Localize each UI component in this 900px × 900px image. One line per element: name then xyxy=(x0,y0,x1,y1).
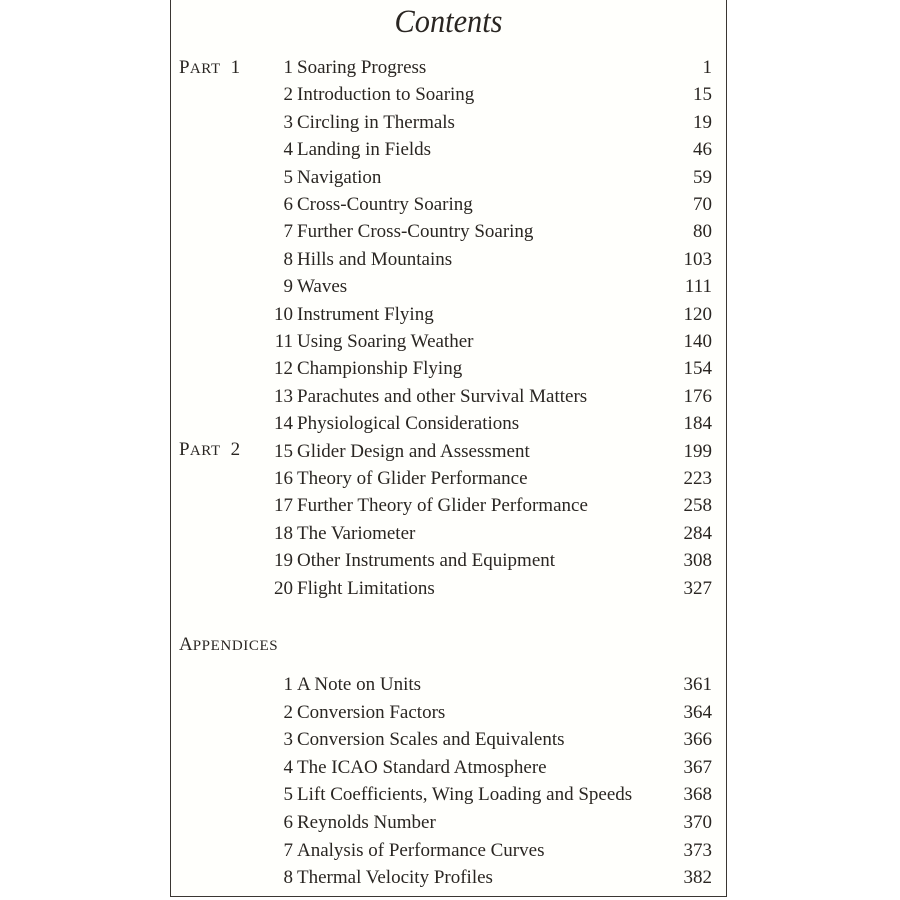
appendix-title: Conversion Scales and Equivalents xyxy=(297,729,565,751)
appendix-entry xyxy=(171,838,726,864)
toc-entry xyxy=(171,439,726,465)
toc-entry xyxy=(171,548,726,574)
appendix-entry xyxy=(171,700,726,726)
toc-entry xyxy=(171,493,726,519)
chapter-title: Theory of Glider Performance xyxy=(297,468,528,489)
page-number: 368 xyxy=(683,784,712,806)
toc-entry xyxy=(171,82,726,108)
page-number: 258 xyxy=(683,495,712,517)
page-number: 327 xyxy=(683,577,712,599)
chapter-title: Glider Design and Assessment xyxy=(297,440,530,462)
toc-entry xyxy=(171,356,726,382)
page-number: 70 xyxy=(693,194,712,215)
page-number: 19 xyxy=(693,111,712,133)
page-number: 223 xyxy=(683,468,712,489)
chapter-number: 8 xyxy=(283,248,293,270)
toc-entry xyxy=(171,302,726,328)
chapter-title: Waves xyxy=(297,276,348,298)
chapter-title: The Variometer xyxy=(297,522,416,544)
chapter-title: Soaring Progress xyxy=(297,57,427,78)
chapter-title: Using Soaring Weather xyxy=(297,331,474,352)
chapter-number: 19 xyxy=(274,550,293,572)
toc-entry xyxy=(171,55,726,81)
appendix-entry xyxy=(171,865,726,891)
part-1-label: PART 1 xyxy=(179,57,241,78)
chapter-number: 5 xyxy=(283,166,293,188)
toc-entry xyxy=(171,411,726,437)
chapter-number: 18 xyxy=(274,522,293,544)
appendix-title: Lift Coefficients, Wing Loading and Speeds xyxy=(297,784,633,806)
page-number: 370 xyxy=(683,812,712,833)
toc-entry xyxy=(171,329,726,355)
page-number: 361 xyxy=(683,674,712,695)
appendix-number: 7 xyxy=(283,839,293,861)
chapter-number: 15 xyxy=(274,440,293,462)
appendix-number: 1 xyxy=(283,674,293,695)
chapter-number: 3 xyxy=(283,111,293,133)
contents-page xyxy=(170,0,727,897)
chapter-title: Hills and Mountains xyxy=(297,248,453,270)
chapter-title: Further Theory of Glider Performance xyxy=(297,495,588,517)
toc-entry xyxy=(171,192,726,218)
chapter-title: Other Instruments and Equipment xyxy=(297,550,556,572)
appendix-entry xyxy=(171,727,726,753)
toc-entry xyxy=(171,384,726,410)
page-number: 367 xyxy=(683,756,712,778)
chapter-title: Physiological Considerations xyxy=(297,413,520,435)
chapter-title: Introduction to Soaring xyxy=(297,84,475,106)
toc-entry xyxy=(171,247,726,273)
chapter-number: 14 xyxy=(274,413,293,435)
page-number: 199 xyxy=(683,440,712,462)
chapter-title: Cross-Country Soaring xyxy=(297,194,473,215)
toc-entry xyxy=(171,110,726,136)
chapter-number: 7 xyxy=(283,221,293,243)
toc-entry xyxy=(171,466,726,492)
page-number: 373 xyxy=(683,839,712,861)
page-number: 176 xyxy=(683,385,712,407)
appendix-entry xyxy=(171,672,726,698)
chapter-title: Instrument Flying xyxy=(297,303,434,325)
page-number: 284 xyxy=(683,522,712,544)
page-number: 366 xyxy=(683,729,712,751)
page-number: 154 xyxy=(683,358,712,380)
chapter-title: Flight Limitations xyxy=(297,577,435,599)
appendix-title: Analysis of Performance Curves xyxy=(297,839,545,861)
chapter-title: Landing in Fields xyxy=(297,139,432,161)
chapter-number: 17 xyxy=(274,495,293,517)
part-2-label: PART 2 xyxy=(179,439,241,460)
appendix-number: 2 xyxy=(283,701,293,723)
appendix-entry xyxy=(171,782,726,808)
chapter-number: 2 xyxy=(283,84,293,106)
appendix-title: Conversion Factors xyxy=(297,701,446,723)
chapter-title: Championship Flying xyxy=(297,358,463,380)
page-number: 120 xyxy=(683,303,712,325)
toc-entry xyxy=(171,165,726,191)
chapter-number: 12 xyxy=(274,358,293,380)
toc-entry xyxy=(171,219,726,245)
page-number: 59 xyxy=(693,166,712,188)
page-number: 364 xyxy=(683,701,712,723)
toc-entry xyxy=(171,576,726,602)
chapter-number: 13 xyxy=(274,385,293,407)
chapter-title: Navigation xyxy=(297,166,382,188)
page-number: 308 xyxy=(683,550,712,572)
chapter-number: 16 xyxy=(274,468,293,489)
chapter-title: Further Cross-Country Soaring xyxy=(297,221,534,243)
chapter-number: 11 xyxy=(274,331,293,352)
page-number: 140 xyxy=(683,331,712,352)
chapter-number: 1 xyxy=(283,57,293,78)
chapter-number: 9 xyxy=(283,276,293,298)
page-number: 111 xyxy=(684,276,712,298)
appendix-title: The ICAO Standard Atmosphere xyxy=(297,756,547,778)
page-number: 382 xyxy=(683,867,712,889)
chapter-title: Circling in Thermals xyxy=(297,111,455,133)
page-number: 1 xyxy=(702,57,712,78)
chapter-number: 20 xyxy=(274,577,293,599)
page-number: 103 xyxy=(683,248,712,270)
appendix-number: 3 xyxy=(283,729,293,751)
appendix-number: 8 xyxy=(283,867,293,889)
page-number: 46 xyxy=(693,139,712,161)
chapter-title: Parachutes and other Survival Matters xyxy=(297,385,588,407)
toc-entry xyxy=(171,274,726,300)
page-title: Contents xyxy=(394,4,503,40)
appendix-title: Reynolds Number xyxy=(297,812,436,833)
appendix-entry xyxy=(171,810,726,836)
appendix-entry xyxy=(171,755,726,781)
appendix-title: A Note on Units xyxy=(297,674,422,695)
appendix-number: 6 xyxy=(283,812,293,833)
appendices-label: APPENDICES xyxy=(179,634,279,655)
page-number: 15 xyxy=(693,84,712,106)
toc-entry xyxy=(171,137,726,163)
page-number: 80 xyxy=(693,221,712,243)
chapter-number: 6 xyxy=(283,194,293,215)
appendix-title: Thermal Velocity Profiles xyxy=(297,867,493,889)
appendix-number: 4 xyxy=(283,756,293,778)
page-number: 184 xyxy=(683,413,712,435)
chapter-number: 10 xyxy=(274,303,293,325)
appendix-number: 5 xyxy=(283,784,293,806)
chapter-number: 4 xyxy=(283,139,293,161)
toc-entry xyxy=(171,521,726,547)
